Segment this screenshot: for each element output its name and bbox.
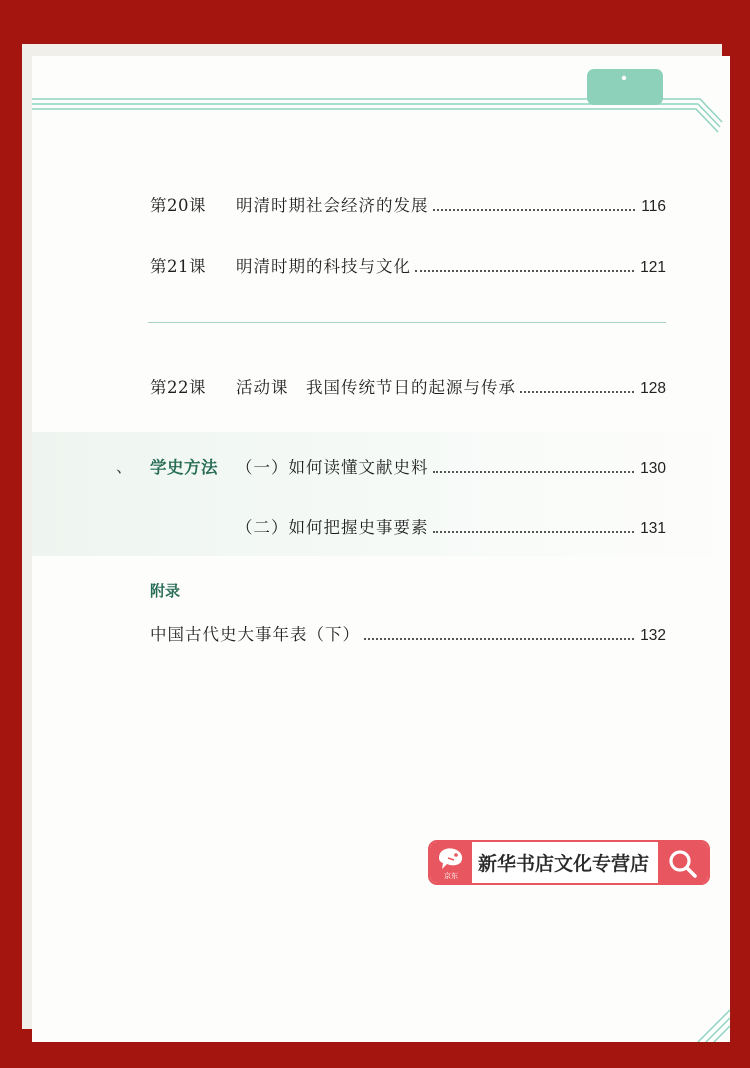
page-number: 132 xyxy=(640,627,666,644)
jd-logo-icon xyxy=(430,842,472,883)
lesson-number: 第21课 xyxy=(150,257,206,276)
header-tab-decoration xyxy=(585,68,667,108)
page-number: 128 xyxy=(640,380,666,397)
lesson-number: 第20课 xyxy=(150,196,206,215)
dot-leader xyxy=(364,638,634,640)
toc-entry-lesson-20[interactable] xyxy=(150,192,666,216)
toc-entry-lesson-22[interactable] xyxy=(150,374,666,398)
dot-leader xyxy=(433,531,635,533)
toc-entry-method-2[interactable] xyxy=(236,514,666,538)
lesson-title: 明清时期的科技与文化 xyxy=(236,257,411,276)
store-search-banner[interactable] xyxy=(428,840,710,885)
lesson-number: 第22课 xyxy=(150,378,206,397)
toc-entry-appendix[interactable] xyxy=(150,621,666,645)
dot-leader xyxy=(433,471,635,473)
method-title: （一）如何读懂文献史料 xyxy=(236,458,429,477)
dot-leader xyxy=(520,391,634,393)
toc-entry-method-1[interactable] xyxy=(150,454,666,478)
dot-leader xyxy=(433,209,636,211)
logo-text: 京东 xyxy=(444,872,458,880)
bullet-mark: 、 xyxy=(116,457,133,476)
method-title: （二）如何把握史事要素 xyxy=(236,518,429,537)
store-name: 新华书店文化专营店 xyxy=(478,853,650,875)
appendix-label: 附录 xyxy=(150,582,181,600)
page-number: 116 xyxy=(641,198,666,215)
lesson-title: 明清时期社会经济的发展 xyxy=(236,196,429,215)
dot-leader xyxy=(415,270,634,272)
section-divider xyxy=(148,322,666,323)
page-number: 131 xyxy=(640,520,666,537)
toc-entry-lesson-21[interactable] xyxy=(150,253,666,277)
methods-section-label: 学史方法 xyxy=(150,458,218,477)
page-number: 130 xyxy=(640,460,666,477)
page-number: 121 xyxy=(640,259,666,276)
corner-decoration-lines xyxy=(690,1002,730,1042)
book-page xyxy=(32,56,730,1042)
lesson-title: 活动课 我国传统节日的起源与传承 xyxy=(236,378,516,397)
search-icon[interactable] xyxy=(658,842,708,883)
appendix-title: 中国古代史大事年表（下） xyxy=(150,625,360,644)
